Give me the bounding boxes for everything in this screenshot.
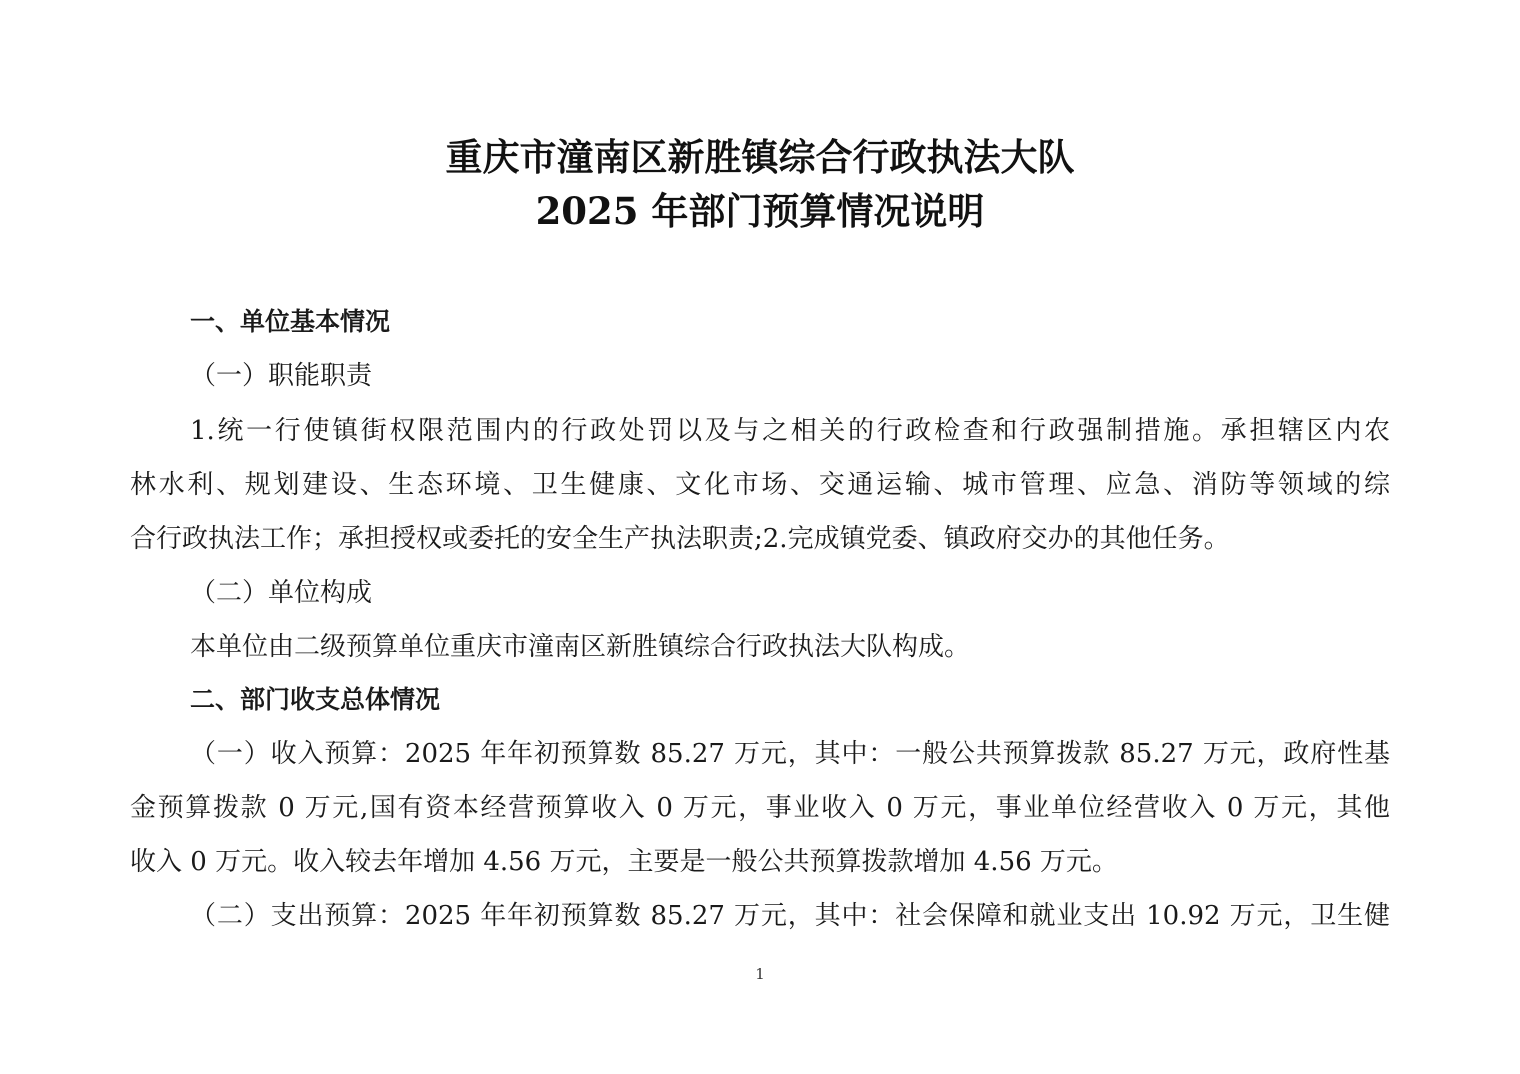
- section-2-para-1-line-1: （一）收入预算：2025 年年初预算数 85.27 万元，其中：一般公共预算拨款 85.27 万元，政府性基: [190, 739, 1390, 769]
- section-1-subheading-1: （一）职能职责: [190, 361, 373, 391]
- section-2-para-1-line-3: 收入 0 万元。收入较去年增加 4.56 万元，主要是一般公共预算拨款增加 4.56 万元。: [130, 847, 1118, 877]
- document-title-line-2: 2025 年部门预算情况说明: [535, 189, 985, 233]
- document-title-line-1: 重庆市潼南区新胜镇综合行政执法大队: [445, 135, 1075, 179]
- section-1-para-1-line-3: 合行政执法工作；承担授权或委托的安全生产执法职责;2.完成镇党委、镇政府交办的其他任务。: [130, 524, 1230, 554]
- section-1-para-2: 本单位由二级预算单位重庆市潼南区新胜镇综合行政执法大队构成。: [190, 632, 971, 662]
- page-number: 1: [755, 965, 765, 983]
- section-1-heading: 一、单位基本情况: [190, 307, 391, 336]
- section-1-subheading-2: （二）单位构成: [190, 578, 373, 608]
- section-1-para-1-line-2: 林水利、规划建设、生态环境、卫生健康、文化市场、交通运输、城市管理、应急、消防等领域的综: [130, 470, 1390, 500]
- section-1-para-1-line-1: 1.统一行使镇街权限范围内的行政处罚以及与之相关的行政检查和行政强制措施。承担辖区内农: [190, 416, 1390, 446]
- section-2-heading: 二、部门收支总体情况: [190, 685, 441, 714]
- section-2-para-2-line-1: （二）支出预算：2025 年年初预算数 85.27 万元，其中：社会保障和就业支出 10.92 万元，卫生健: [190, 901, 1390, 931]
- section-2-para-1-line-2: 金预算拨款 0 万元,国有资本经营预算收入 0 万元，事业收入 0 万元，事业单位经营收入 0 万元，其他: [130, 793, 1390, 823]
